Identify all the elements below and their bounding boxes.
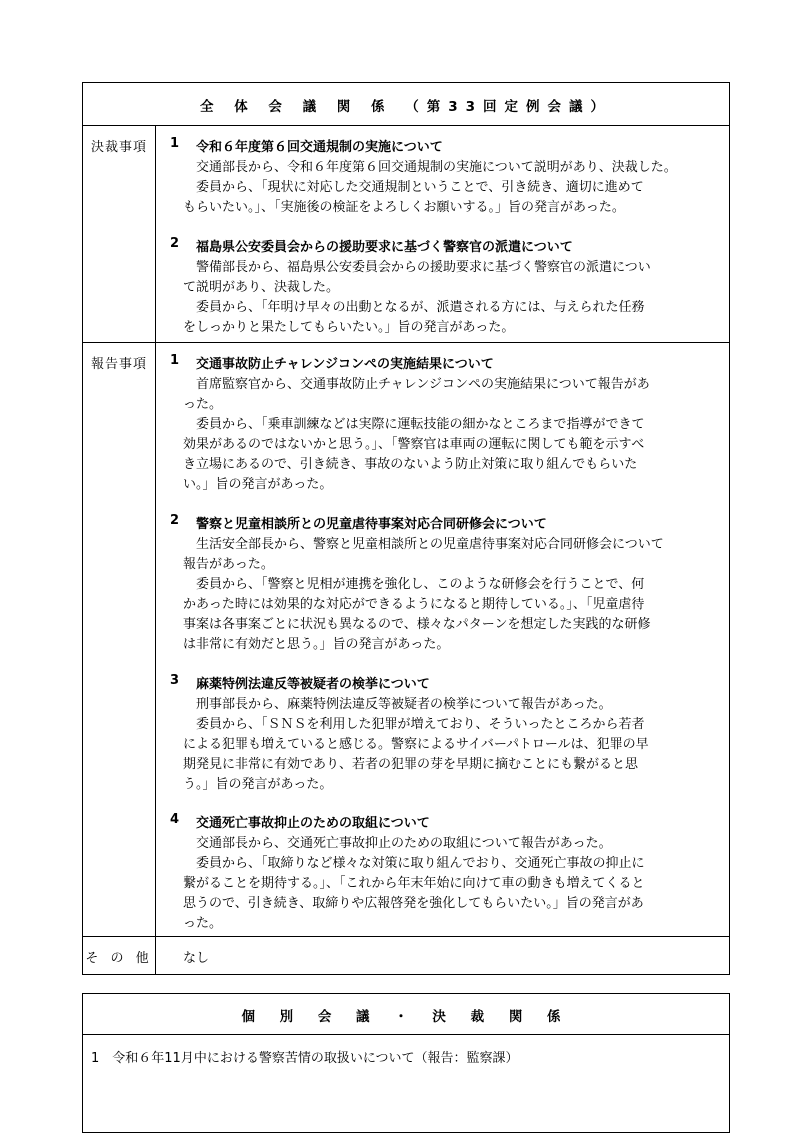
item-heading: 警察と児童相談所との児童虐待事案対応合同研修会について (196, 517, 547, 532)
item-text: った。 (183, 397, 223, 412)
row-label-decision: 決裁事項 (90, 140, 147, 155)
divider (83, 125, 729, 126)
other-text: なし (183, 951, 210, 966)
row-label-report: 報告事項 (90, 357, 147, 372)
item-text: 委員から、「現状に対応した交通規制ということで、引き続き、適切に進めて (196, 180, 644, 195)
item-heading: 福島県公安委員会からの援助要求に基づく警察官の派遣について (196, 240, 573, 255)
item-text: 首席監察官から、交通事故防止チャレンジコンペの実施結果について報告があ (196, 377, 650, 392)
item-text: 交通部長から、交通死亡事故抑止のための取組について報告があった。 (196, 836, 612, 851)
item-number: 1 (170, 353, 180, 368)
item-text: 委員から、「警察と児相が連携を強化し、このような研修会を行うことで、何 (196, 577, 645, 592)
item-number: 2 (170, 236, 180, 251)
item-text: もらいたい。」、「実施後の検証をよろしくお願いする。」旨の発言があった。 (183, 200, 625, 215)
divider (83, 1034, 729, 1035)
item-text: 報告があった。 (183, 557, 274, 572)
divider (83, 936, 729, 937)
item-text: かあった時には効果的な対応ができるようになると期待している。」、「児童虐待 (183, 597, 645, 612)
item-text: による犯罪も増えていると感じる。警察によるサイバーパトロールは、犯罪の早 (183, 737, 649, 752)
item-heading: 令和６年度第６回交通規制の実施について (196, 140, 443, 155)
item-text: 委員から、「ＳＮＳを利用した犯罪が増えており、そういったところから若者 (196, 717, 645, 732)
item-heading: 麻薬特例法違反等被疑者の検挙について (196, 677, 430, 692)
item-text: をしっかりと果たしてもらいたい。」旨の発言があった。 (183, 320, 515, 335)
section-title: 全 体 会 議 関 係 （第33回定例会議） (200, 99, 612, 115)
row-label-other: そ の 他 (85, 951, 153, 966)
item-text: は非常に有効だと思う。」旨の発言があった。 (183, 637, 450, 652)
column-divider (155, 125, 156, 974)
item-text: う。」旨の発言があった。 (183, 777, 333, 792)
item-text: 刑事部長から、麻薬特例法違反等被疑者の検挙について報告があった。 (196, 697, 612, 712)
item-text: き立場にあるので、引き続き、事故のないよう防止対策に取り組んでもらいた (183, 457, 638, 472)
plenary-section (82, 82, 730, 975)
report-line: 1 令和６年11月中における警察苦情の取扱いについて（報告：監察課） (91, 1051, 519, 1066)
item-text: 委員から、「取締りなど様々な対策に取り組んでおり、交通死亡事故の抑止に (196, 856, 645, 871)
divider (83, 342, 729, 343)
item-text: 交通部長から、令和６年度第６回交通規制の実施について説明があり、決裁した。 (196, 160, 677, 175)
item-text: 委員から、「乗車訓練などは実際に運転技能の細かなところまで指導ができて (196, 417, 645, 432)
item-text: った。 (183, 916, 223, 931)
item-text: 事案は各事案ごとに状況も異なるので、様々なパターンを想定した実践的な研修 (183, 617, 651, 632)
section-title: 個 別 会 議 ・ 決 裁 関 係 (241, 1009, 571, 1025)
item-heading: 交通死亡事故抑止のための取組について (196, 816, 430, 831)
item-heading: 交通事故防止チャレンジコンペの実施結果について (196, 357, 494, 372)
item-text: 思うので、引き続き、取締りや広報啓発を強化してもらいたい。」旨の発言があ (183, 896, 644, 911)
item-number: 3 (170, 673, 180, 688)
item-text: 繋がることを期待する。」、「これから年末年始に向けて車の動きも増えてくると (183, 876, 645, 891)
item-text: 効果があるのではないかと思う。」、「警察官は車両の運転に関しても範を示すべ (183, 437, 645, 452)
item-text: て説明があり、決裁した。 (183, 280, 340, 295)
item-text: 警備部長から、福島県公安委員会からの援助要求に基づく警察官の派遣につい (196, 260, 651, 275)
item-number: 1 (170, 136, 180, 151)
item-number: 2 (170, 513, 180, 528)
individual-section (82, 993, 730, 1133)
item-text: 生活安全部長から、警察と児童相談所との児童虐待事案対応合同研修会について (196, 537, 664, 552)
item-number: 4 (170, 812, 180, 827)
item-text: 委員から、「年明け早々の出動となるが、派遣される方には、与えられた任務 (196, 300, 645, 315)
item-text: い。」旨の発言があった。 (183, 477, 333, 492)
item-text: 期発見に非常に有効であり、若者の犯罪の芽を早期に摘むことにも繋がると思 (183, 757, 639, 772)
